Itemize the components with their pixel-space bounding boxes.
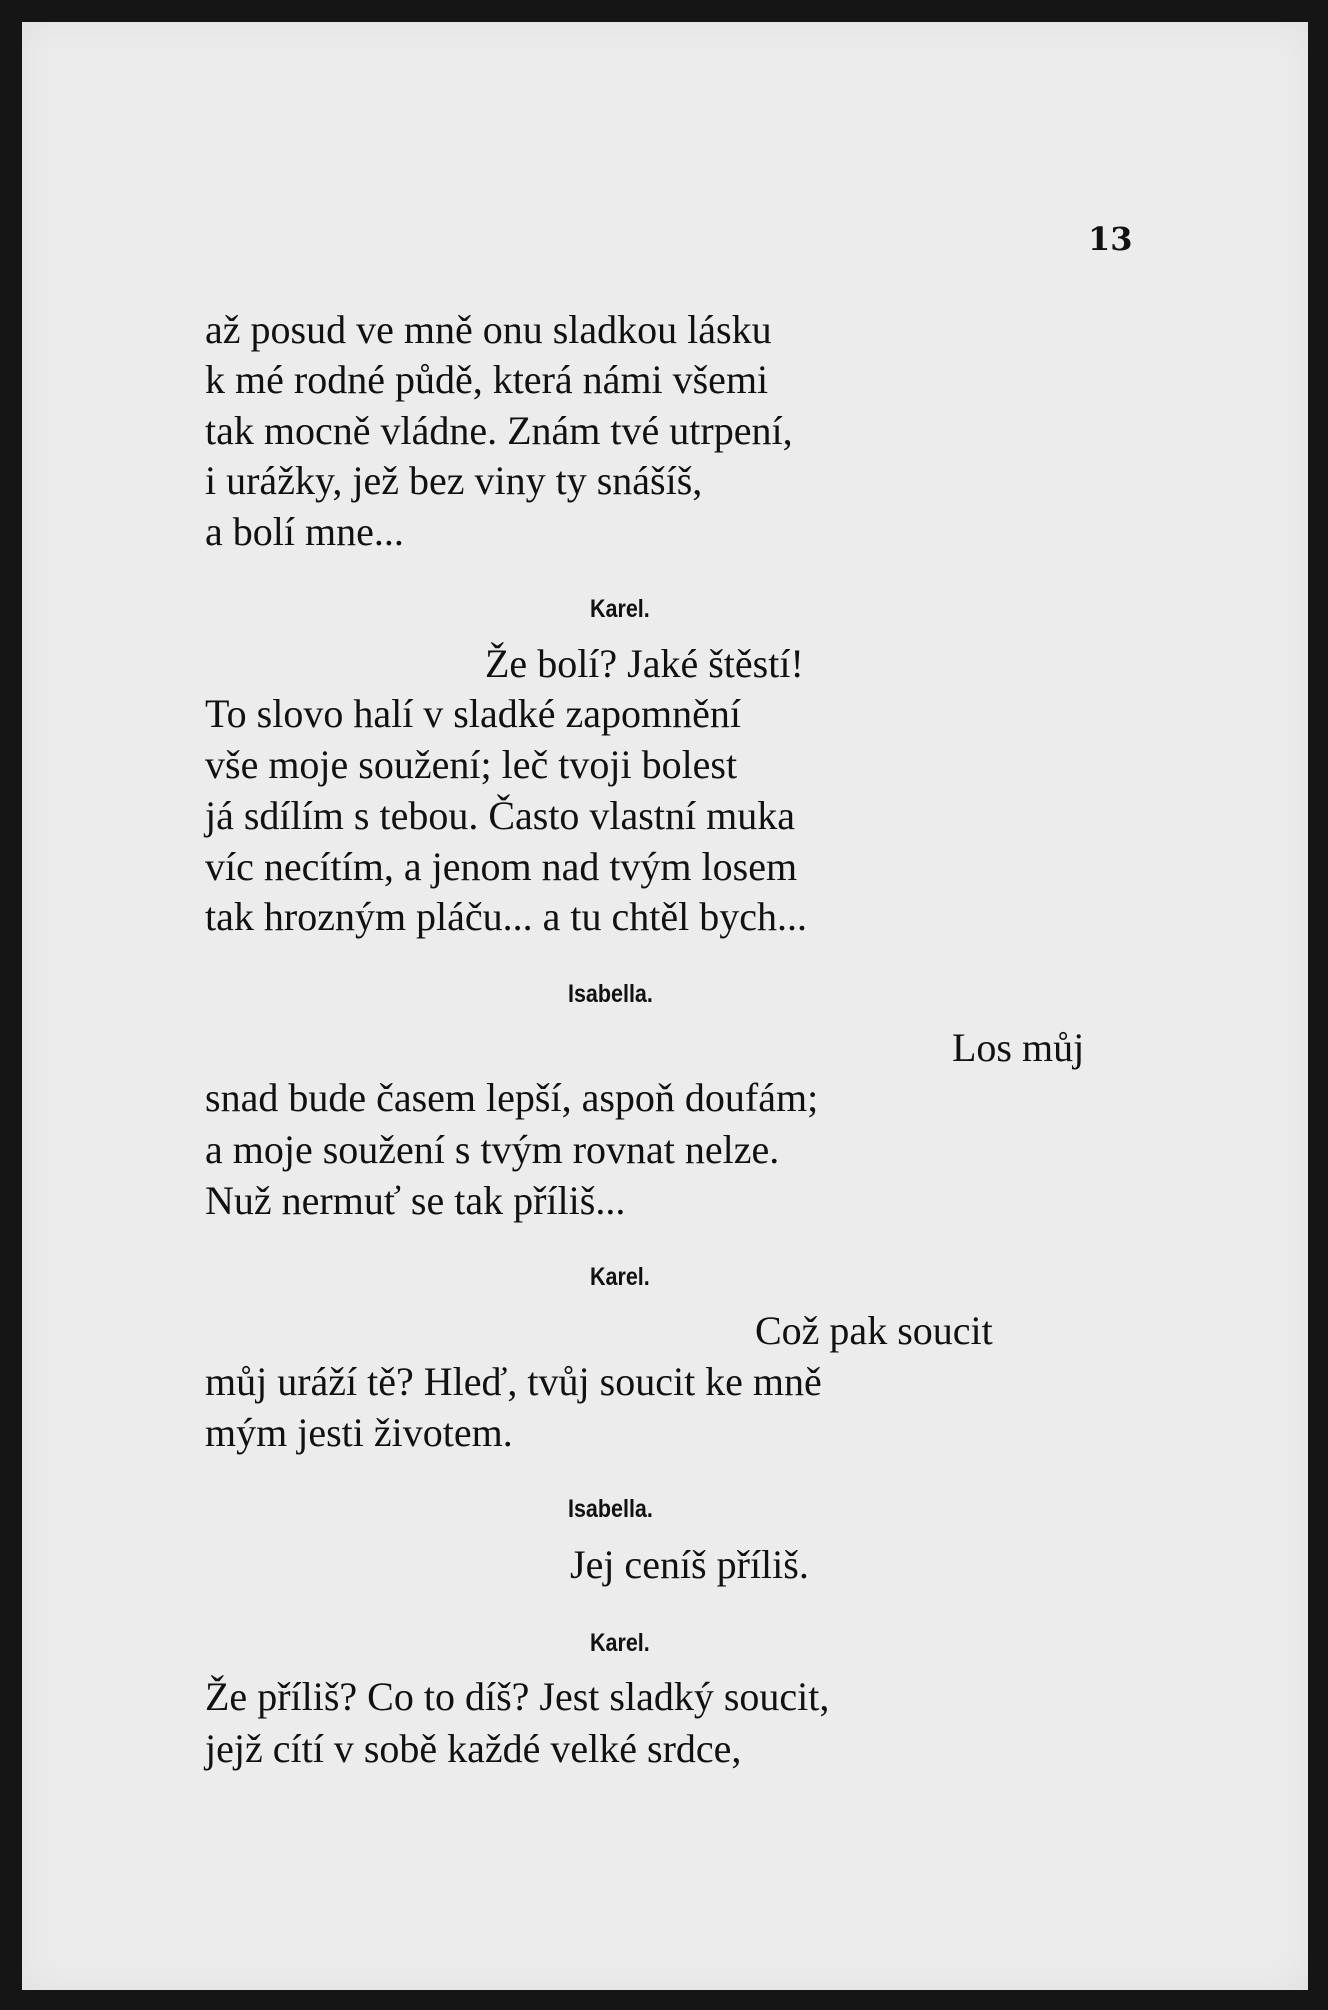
speaker-name: Isabella. <box>568 1495 653 1523</box>
verse-line: víc necítím, a jenom nad tvým losem <box>205 844 798 889</box>
verse-line: tak mocně vládne. Znám tvé utrpení, <box>205 408 793 453</box>
verse-line: i urážky, jež bez viny ty snášíš, <box>205 458 703 503</box>
verse-line: snad bude časem lepší, aspoň doufám; <box>205 1075 819 1120</box>
verse-line: Jej ceníš příliš. <box>570 1542 809 1587</box>
verse-line: Což pak soucit <box>755 1308 993 1353</box>
verse-line: k mé rodné půdě, která námi všemi <box>205 357 769 402</box>
verse-line: jejž cítí v sobě každé velké srdce, <box>205 1726 742 1771</box>
speaker-name: Karel. <box>590 1263 650 1291</box>
verse-line: já sdílím s tebou. Často vlastní muka <box>205 793 795 838</box>
verse-line: a moje soužení s tvým rovnat nelze. <box>205 1127 780 1172</box>
verse-line: tak hrozným pláču... a tu chtěl bych... <box>205 894 808 939</box>
verse-line: až posud ve mně onu sladkou lásku <box>205 307 772 352</box>
book-page <box>22 22 1308 1990</box>
verse-line: můj uráží tě? Hleď, tvůj soucit ke mně <box>205 1359 822 1404</box>
verse-line: a bolí mne... <box>205 509 404 554</box>
verse-line: Los můj <box>952 1025 1085 1070</box>
page-number: 13 <box>1088 220 1133 258</box>
verse-line: To slovo halí v sladké zapomnění <box>205 691 741 736</box>
speaker-name: Karel. <box>590 595 650 623</box>
speaker-name: Karel. <box>590 1629 650 1657</box>
verse-line: Že bolí? Jaké štěstí! <box>485 641 804 686</box>
verse-line: Nuž nermuť se tak příliš... <box>205 1178 626 1223</box>
verse-line: Že příliš? Co to díš? Jest sladký soucit, <box>205 1674 830 1719</box>
speaker-name: Isabella. <box>568 980 653 1008</box>
verse-line: vše moje soužení; leč tvoji bolest <box>205 742 738 787</box>
verse-line: mým jesti životem. <box>205 1410 513 1455</box>
